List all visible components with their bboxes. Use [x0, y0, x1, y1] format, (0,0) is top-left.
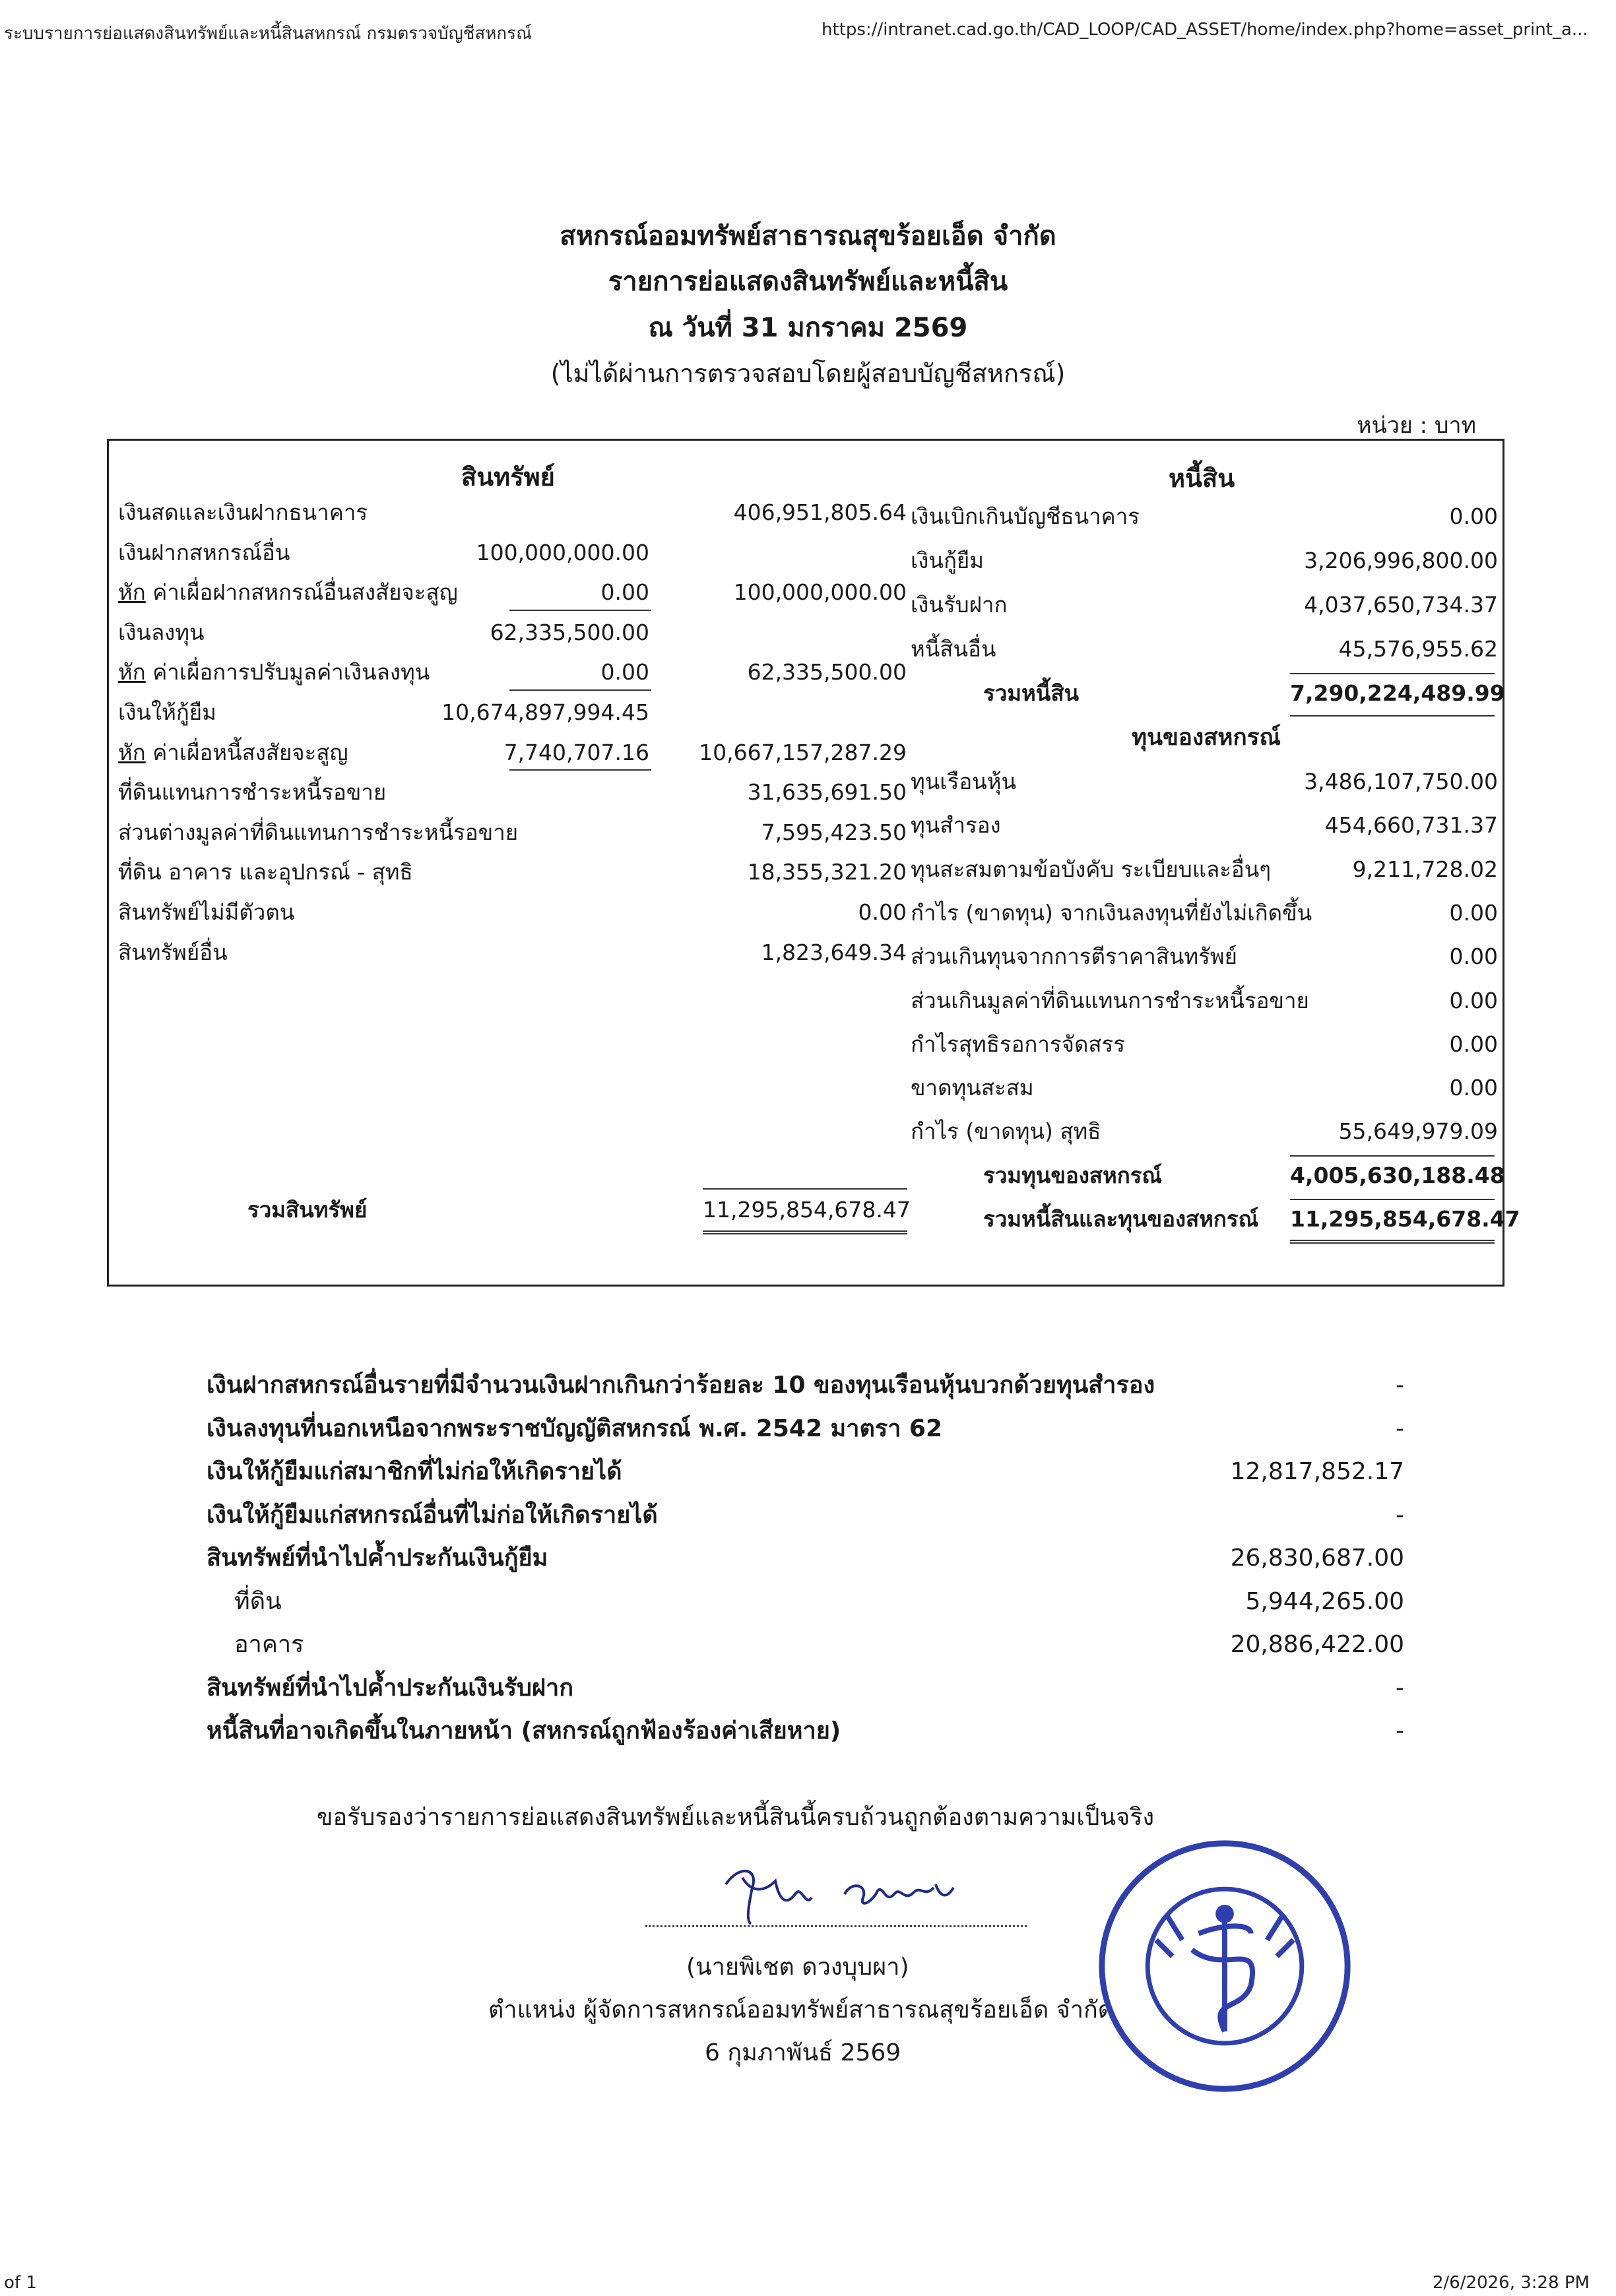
liability-row-label: เงินเบิกเกินบัญชีธนาคาร [911, 503, 1140, 529]
asset-label [118, 534, 290, 572]
sub-amount-underline [509, 610, 651, 611]
liability-row [911, 542, 1498, 580]
asset-label [118, 853, 413, 891]
total-assets-topline [703, 1188, 907, 1190]
print-header-title: ระบบรายการย่อแสดงสินทรัพย์และหนี้สินสหกรณ์ กรมตรวจบัญชีสหกรณ์ [4, 24, 533, 44]
equity-row-value: 0.00 [1449, 1075, 1498, 1101]
certification-statement: ขอรับรองว่ารายการย่อแสดงสินทรัพย์และหนี้สินนี้ครบถ้วนถูกต้องตามความเป็นจริง [316, 1804, 1155, 1831]
print-header-url: https://intranet.cad.go.th/CAD_LOOP/CAD_ASSET/home/index.php?home=asset_print_a... [822, 20, 1588, 40]
asset-total-amount: 0.00 [858, 899, 907, 925]
asset-label-text: เงินให้กู้ยืม [118, 699, 216, 725]
equity-row [911, 938, 1498, 976]
note-value: 5,944,265.00 [1245, 1587, 1404, 1615]
note-value: - [1396, 1501, 1404, 1529]
note-value: - [1396, 1372, 1404, 1399]
asset-sub-amount: 7,740,707.16 [503, 739, 649, 765]
asset-label-text: ค่าเผื่อฝากสหกรณ์อื่นสงสัยจะสูญ [145, 579, 458, 606]
asset-label [118, 614, 205, 652]
equity-row-label: กำไร (ขาดทุน) จากเงินลงทุนที่ยังไม่เกิดขึ้น [911, 899, 1312, 926]
equity-row [911, 1112, 1498, 1151]
asset-label-text: เงินสดและเงินฝากธนาคาร [118, 499, 368, 525]
print-footer-timestamp: 2/6/2026, 3:28 PM [1432, 2273, 1590, 2293]
liability-row-value: 0.00 [1449, 503, 1498, 529]
cooperative-seal [1094, 1835, 1355, 2097]
note-label: ที่ดิน [234, 1587, 282, 1615]
equity-row-label: ทุนสะสมตามข้อบังคับ ระเบียบและอื่นๆ [911, 856, 1272, 882]
asset-label-text: ที่ดิน อาคาร และอุปกรณ์ - สุทธิ [118, 859, 413, 885]
note-label: เงินฝากสหกรณ์อื่นรายที่มีจำนวนเงินฝากเกินกว่าร้อยละ 10 ของทุนเรือนหุ้นบวกด้วยทุนสำรอง [207, 1372, 1155, 1399]
equity-row-label: ขาดทุนสะสม [911, 1075, 1034, 1101]
note-value: - [1396, 1415, 1404, 1442]
asset-label [118, 653, 430, 691]
asset-label [118, 893, 294, 932]
asset-label-text: สินทรัพย์อื่น [118, 939, 228, 965]
total-equity-value: 4,005,630,188.48 [1290, 1162, 1505, 1188]
asset-total-amount: 62,335,500.00 [747, 659, 907, 686]
print-footer-page-count: of 1 [4, 2273, 37, 2293]
sub-amount-underline [509, 769, 651, 771]
balance-sheet-table [107, 439, 1520, 1287]
asset-label [118, 813, 518, 852]
asset-label [118, 494, 368, 532]
asset-total-amount: 100,000,000.00 [733, 579, 907, 606]
grand-total-label: รวมหนี้สินและทุนของสหกรณ์ [983, 1205, 1259, 1232]
equity-row [911, 763, 1498, 801]
asset-row [118, 534, 907, 572]
equity-row-value: 0.00 [1449, 943, 1498, 970]
note-value: - [1396, 1717, 1404, 1744]
note-label: เงินให้กู้ยืมแก่สหกรณ์อื่นที่ไม่ก่อให้เกิดรายได้ [207, 1501, 658, 1529]
total-equity-label: รวมทุนของสหกรณ์ [983, 1162, 1163, 1188]
asset-label [118, 573, 458, 612]
liability-row-label: หนี้สินอื่น [911, 636, 996, 662]
asset-total-amount: 31,635,691.50 [747, 779, 907, 806]
asset-row [118, 853, 907, 891]
note-row [207, 1581, 1404, 1623]
asset-label-text: สินทรัพย์ไม่มีตัวตน [118, 899, 295, 925]
signer-position: ตำแหน่ง ผู้จัดการสหกรณ์ออมทรัพย์สาธารณสุขร้อยเอ็ด จำกัด [488, 1996, 1114, 2024]
liability-row-label: เงินกู้ยืม [911, 548, 985, 573]
asset-sub-amount: 0.00 [600, 579, 649, 606]
note-label: เงินให้กู้ยืมแก่สมาชิกที่ไม่ก่อให้เกิดรายได้ [207, 1458, 622, 1485]
equity-heading: ทุนของสหกรณ์ [1132, 724, 1281, 751]
equity-row-label: ส่วนเกินมูลค่าที่ดินแทนการชำระหนี้รอขาย [911, 987, 1309, 1013]
grand-total-value: 11,295,854,678.47 [1290, 1205, 1520, 1232]
total-assets-label: รวมสินทรัพย์ [247, 1197, 368, 1223]
note-row [207, 1408, 1404, 1450]
total-liabilities-value: 7,290,224,489.99 [1290, 680, 1505, 706]
asset-total-amount: 7,595,423.50 [761, 819, 907, 845]
liability-row-value: 45,576,955.62 [1338, 636, 1498, 662]
note-label: อาคาร [234, 1631, 304, 1658]
asset-row [118, 653, 907, 691]
total-liabilities-label: รวมหนี้สิน [983, 680, 1080, 706]
note-label: สินทรัพย์ที่นำไปค้ำประกันเงินกู้ยืม [207, 1545, 548, 1572]
asset-label-text: ค่าเผื่อหนี้สงสัยจะสูญ [145, 739, 348, 765]
note-row [207, 1451, 1404, 1493]
equity-row [911, 1025, 1498, 1064]
asset-label [118, 734, 348, 772]
liabilities-heading: หนี้สิน [1169, 464, 1235, 493]
note-value: 26,830,687.00 [1230, 1545, 1404, 1572]
asset-total-amount: 1,823,649.34 [761, 939, 907, 965]
liability-row-value: 4,037,650,734.37 [1304, 592, 1498, 618]
equity-row-value: 0.00 [1449, 1031, 1498, 1057]
signature-line [645, 1925, 1027, 1927]
asset-label-text: ส่วนต่างมูลค่าที่ดินแทนการชำระหนี้รอขาย [118, 819, 519, 845]
asset-sub-amount: 62,335,500.00 [490, 619, 649, 645]
equity-row [911, 1069, 1498, 1107]
asset-row [118, 813, 907, 852]
total-assets-doubleline [703, 1230, 907, 1234]
audit-note: (ไม่ได้ผ่านการตรวจสอบโดยผู้สอบบัญชีสหกรณ์) [550, 359, 1066, 388]
equity-row-value: 0.00 [1449, 899, 1498, 926]
total-assets-value: 11,295,854,678.47 [703, 1197, 911, 1223]
asset-row [118, 494, 907, 532]
total-liabilities-topline [1290, 673, 1495, 674]
note-row [207, 1710, 1404, 1752]
note-value: 12,817,852.17 [1230, 1458, 1404, 1485]
asset-deduct-prefix: หัก [118, 659, 146, 686]
asset-total-amount: 406,951,805.64 [733, 499, 907, 525]
asset-label-text: เงินลงทุน [118, 619, 205, 645]
asset-label-text: ค่าเผื่อการปรับมูลค่าเงินลงทุน [145, 659, 430, 686]
note-label: สินทรัพย์ที่นำไปค้ำประกันเงินรับฝาก [207, 1674, 573, 1702]
note-label: เงินลงทุนที่นอกเหนือจากพระราชบัญญัติสหกรณ์ พ.ศ. 2542 มาตรา 62 [207, 1415, 943, 1442]
asset-row [118, 893, 907, 932]
liability-row-label: เงินรับฝาก [911, 592, 1008, 618]
equity-row [911, 894, 1498, 932]
signed-date: 6 กุมภาพันธ์ 2569 [705, 2039, 901, 2066]
equity-row-label: ส่วนเกินทุนจากการตีราคาสินทรัพย์ [911, 943, 1237, 970]
report-date: ณ วันที่ 31 มกราคม 2569 [648, 313, 968, 343]
equity-row [911, 850, 1498, 889]
equity-row-label: ทุนสำรอง [911, 812, 1001, 839]
asset-label [118, 693, 216, 732]
asset-row [118, 693, 907, 732]
total-equity-topline [1290, 1155, 1495, 1157]
asset-row [118, 934, 907, 972]
asset-row [118, 614, 907, 652]
asset-label-text: ที่ดินแทนการชำระหนี้รอขาย [118, 779, 387, 806]
sub-amount-underline [509, 689, 651, 691]
note-row [207, 1494, 1404, 1537]
note-row [207, 1364, 1404, 1407]
grand-total-doubleline [1290, 1240, 1495, 1244]
asset-sub-amount: 100,000,000.00 [476, 539, 649, 565]
equity-row-value: 55,649,979.09 [1338, 1118, 1498, 1145]
grand-total-topline [1290, 1199, 1495, 1200]
liability-row [911, 497, 1498, 536]
asset-row [118, 573, 907, 612]
equity-row-value: 9,211,728.02 [1352, 856, 1498, 882]
total-liabilities-underline [1290, 715, 1495, 717]
equity-row-value: 454,660,731.37 [1324, 812, 1498, 839]
equity-row-value: 0.00 [1449, 987, 1498, 1013]
asset-label-text: เงินฝากสหกรณ์อื่น [118, 539, 290, 565]
report-title: รายการย่อแสดงสินทรัพย์และหนี้สิน [608, 267, 1008, 297]
signature-image [713, 1858, 963, 1930]
equity-row-label: ทุนเรือนหุ้น [911, 769, 1017, 794]
asset-label [118, 934, 228, 972]
asset-sub-amount: 10,674,897,994.45 [441, 699, 649, 725]
equity-row [911, 806, 1498, 845]
equity-row-value: 3,486,107,750.00 [1304, 769, 1498, 794]
liability-row [911, 630, 1498, 668]
asset-deduct-prefix: หัก [118, 579, 146, 606]
note-value: 20,886,422.00 [1230, 1631, 1404, 1658]
asset-row [118, 734, 907, 772]
signer-name: (นายพิเชต ดวงบุบผา) [686, 1954, 909, 1981]
note-row [207, 1624, 1404, 1666]
liability-row-value: 3,206,996,800.00 [1304, 548, 1498, 573]
note-row [207, 1537, 1404, 1579]
equity-row-label: กำไร (ขาดทุน) สุทธิ [911, 1118, 1101, 1145]
note-value: - [1396, 1674, 1404, 1702]
asset-label [118, 773, 386, 812]
assets-heading: สินทรัพย์ [461, 462, 555, 492]
equity-row-label: กำไรสุทธิรอการจัดสรร [911, 1031, 1126, 1057]
note-label: หนี้สินที่อาจเกิดขึ้นในภายหน้า (สหกรณ์ถูกฟ้องร้องค่าเสียหาย) [207, 1717, 841, 1744]
liability-row [911, 586, 1498, 624]
asset-sub-amount: 0.00 [600, 659, 649, 686]
asset-deduct-prefix: หัก [118, 739, 146, 765]
equity-row [911, 982, 1498, 1020]
asset-row [118, 773, 907, 812]
note-row [207, 1667, 1404, 1709]
asset-total-amount: 18,355,321.20 [747, 859, 907, 885]
asset-total-amount: 10,667,157,287.29 [699, 739, 907, 765]
unit-label: หน่วย : บาท [1357, 412, 1476, 439]
org-name: สหกรณ์ออมทรัพย์สาธารณสุขร้อยเอ็ด จำกัด [560, 221, 1056, 251]
